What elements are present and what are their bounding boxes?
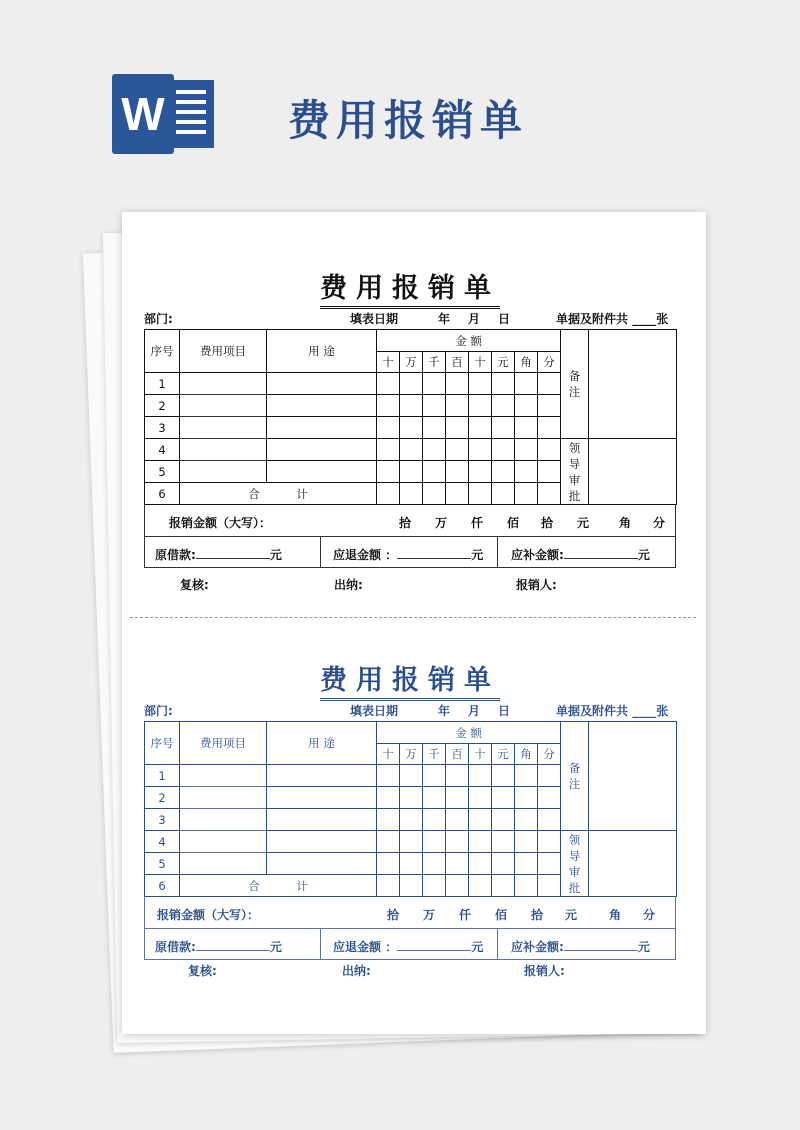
purpose-cell[interactable] xyxy=(267,853,377,875)
purpose-cell[interactable] xyxy=(267,461,377,483)
col-header-no: 序号 xyxy=(145,330,180,373)
attachment-label: 单据及附件共 ____张 xyxy=(556,312,669,326)
purpose-cell[interactable] xyxy=(267,395,377,417)
advance-field[interactable] xyxy=(196,940,270,951)
digit-header: 十 xyxy=(469,744,492,765)
purpose-cell[interactable] xyxy=(267,373,377,395)
claimant-label: 报销人: xyxy=(516,578,557,592)
row-number: 4 xyxy=(145,831,180,853)
form-title: 费用报销单 xyxy=(320,266,500,309)
purpose-cell[interactable] xyxy=(267,417,377,439)
digit-header: 分 xyxy=(538,744,561,765)
advance-field[interactable] xyxy=(196,548,270,559)
row-number: 3 xyxy=(145,809,180,831)
col-header-purpose: 用 途 xyxy=(267,722,377,765)
refund-field[interactable] xyxy=(397,548,471,559)
row-number: 3 xyxy=(145,417,180,439)
approval-cell[interactable] xyxy=(589,439,677,505)
supplement-label: 应补金额: 元 xyxy=(511,548,650,562)
col-header-no: 序号 xyxy=(145,722,180,765)
refund-label: 应退金额 ： 元 xyxy=(333,940,484,954)
remarks-cell[interactable] xyxy=(589,330,677,439)
digit-header: 万 xyxy=(400,352,423,373)
digit-header: 十 xyxy=(377,352,400,373)
digit-header: 元 xyxy=(492,352,515,373)
cashier-label: 出纳: xyxy=(342,964,371,978)
purpose-cell[interactable] xyxy=(267,787,377,809)
purpose-cell[interactable] xyxy=(267,831,377,853)
advance-label: 原借款: 元 xyxy=(155,548,282,562)
item-cell[interactable] xyxy=(180,765,267,875)
row-number: 5 xyxy=(145,461,180,483)
date-label: 填表日期 xyxy=(350,704,399,718)
form-title: 费用报销单 xyxy=(320,658,500,701)
year-label: 年 xyxy=(438,704,451,718)
advance-label: 原借款: 元 xyxy=(155,940,282,954)
department-label: 部门: xyxy=(144,704,173,718)
refund-label: 应退金额 ： 元 xyxy=(333,548,484,562)
summary-box: 报销金额（大写）： 拾 万 仟 佰 拾 元 角 分 原借款: 元 应退金额 ： 元 应补金额: 元 xyxy=(144,896,676,960)
header xyxy=(0,0,800,200)
expense-table xyxy=(144,329,677,505)
row-number: 1 xyxy=(145,765,180,787)
digit-header: 十 xyxy=(469,352,492,373)
cut-line xyxy=(130,617,696,618)
year-label: 年 xyxy=(438,312,451,326)
day-label: 日 xyxy=(498,704,511,718)
reviewer-label: 复核: xyxy=(188,964,217,978)
digit-header: 十 xyxy=(377,744,400,765)
word-logo-letter: W xyxy=(112,74,174,154)
col-header-amount: 金 额 xyxy=(377,330,561,352)
summary-box: 报销金额（大写）： 拾 万 仟 佰 拾 元 角 分 原借款: 元 应退金额 ： 元 应补金额: 元 xyxy=(144,504,676,568)
digit-header: 百 xyxy=(446,744,469,765)
cashier-label: 出纳: xyxy=(334,578,363,592)
approval-label: 领 导 审 批 xyxy=(561,831,589,897)
digit-header: 万 xyxy=(400,744,423,765)
digit-header: 角 xyxy=(515,744,538,765)
col-header-item: 费用项目 xyxy=(180,330,267,373)
refund-field[interactable] xyxy=(397,940,471,951)
col-header-amount: 金 额 xyxy=(377,722,561,744)
row-number: 6 xyxy=(145,483,180,505)
total-label: 合 计 xyxy=(180,875,377,897)
purpose-cell[interactable] xyxy=(267,439,377,461)
supplement-field[interactable] xyxy=(564,940,638,951)
total-label: 合 计 xyxy=(180,483,377,505)
row-number: 4 xyxy=(145,439,180,461)
expense-table xyxy=(144,721,677,897)
date-label: 填表日期 xyxy=(350,312,399,326)
digit-header: 千 xyxy=(423,744,446,765)
digit-header: 分 xyxy=(538,352,561,373)
amount-words-label: 报销金额（大写）： xyxy=(169,516,272,530)
page-title: 费用报销单 xyxy=(288,96,529,145)
remarks-label: 备 注 xyxy=(561,330,589,439)
month-label: 月 xyxy=(468,704,481,718)
attachment-label: 单据及附件共 ____张 xyxy=(556,704,669,718)
approval-label: 领 导 审 批 xyxy=(561,439,589,505)
amount-words-label: 报销金额（大写）： xyxy=(157,908,260,922)
col-header-item: 费用项目 xyxy=(180,722,267,765)
item-cell[interactable] xyxy=(180,373,267,483)
remarks-label: 备 注 xyxy=(561,722,589,831)
supplement-label: 应补金额: 元 xyxy=(511,940,650,954)
supplement-field[interactable] xyxy=(564,548,638,559)
row-number: 1 xyxy=(145,373,180,395)
digit-header: 角 xyxy=(515,352,538,373)
claimant-label: 报销人: xyxy=(524,964,565,978)
reviewer-label: 复核: xyxy=(180,578,209,592)
day-label: 日 xyxy=(498,312,511,326)
purpose-cell[interactable] xyxy=(267,809,377,831)
row-number: 5 xyxy=(145,853,180,875)
remarks-cell[interactable] xyxy=(589,722,677,831)
month-label: 月 xyxy=(468,312,481,326)
digit-header: 元 xyxy=(492,744,515,765)
department-label: 部门: xyxy=(144,312,173,326)
approval-cell[interactable] xyxy=(589,831,677,897)
col-header-purpose: 用 途 xyxy=(267,330,377,373)
purpose-cell[interactable] xyxy=(267,765,377,787)
digit-header: 千 xyxy=(423,352,446,373)
digit-header: 百 xyxy=(446,352,469,373)
row-number: 6 xyxy=(145,875,180,897)
row-number: 2 xyxy=(145,395,180,417)
word-icon xyxy=(112,74,214,154)
row-number: 2 xyxy=(145,787,180,809)
